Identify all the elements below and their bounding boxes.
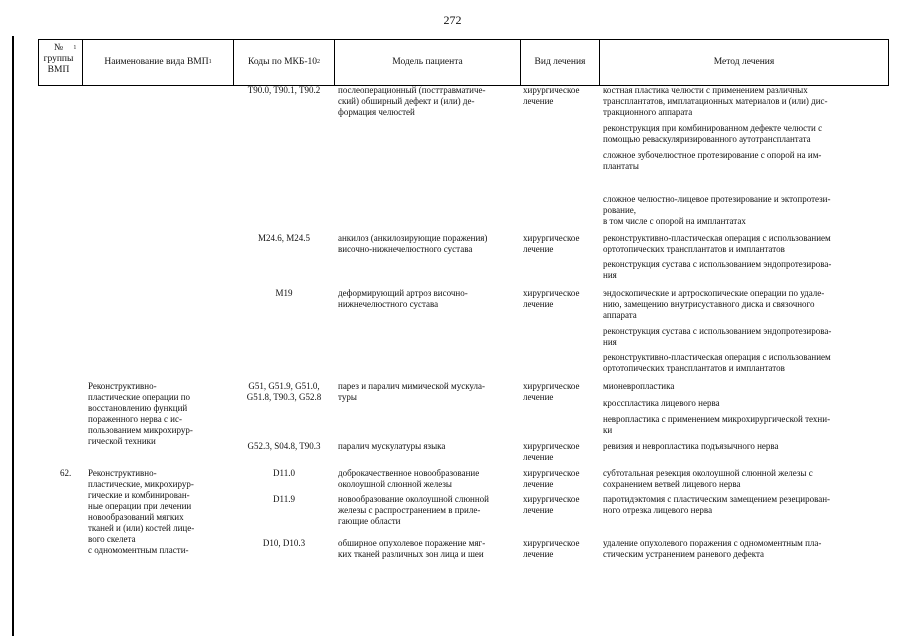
cell-method: субтотальная резекция околоушной слюнной железы с сохранением ветвей лицевого нерва: [603, 468, 813, 489]
cell-method: сложное челюстно-лицевое протезирование и эктопротези- рование, в том числе с опорой на имплантатах: [603, 194, 831, 226]
cell-treatment: хирургическое лечение: [523, 468, 580, 489]
header-model: Модель пациента: [392, 57, 463, 67]
cell-method: сложное зубочелюстное протезирование с опорой на им- плантаты: [603, 150, 822, 171]
cell-code: G52.3, S04.8, T90.3: [247, 441, 321, 451]
cell-code: M19: [275, 288, 293, 298]
cell-method: реконструкция при комбинированном дефекте челюсти с помощью реваскуляризированного аутотрансплантата: [603, 123, 823, 144]
cell-model: парез и паралич мимической мускула- туры: [338, 381, 486, 402]
header-treatment: Вид лечения: [534, 57, 586, 67]
cell-method: реконструкция сустава с использованием эндопротезирова- ния: [603, 259, 832, 280]
cell-group-number: 62.: [60, 468, 72, 478]
cell-method: паротидэктомия с пластическим замещением резецирован- ного отрезка лицевого нерва: [603, 494, 831, 515]
cell-method: мионевропластика: [603, 381, 675, 391]
page-number: 272: [443, 13, 462, 27]
cell-code: D11.0: [273, 468, 295, 478]
cell-code: D10, D10.3: [262, 538, 306, 548]
header-codes: Коды по МКБ-10 2: [247, 57, 321, 67]
cell-method: ревизия и невропластика подъязычного нерва: [603, 441, 779, 451]
cell-model: доброкачественное новообразование околоушной слюнной железы: [338, 468, 480, 489]
cell-method: кросспластика лицевого нерва: [603, 398, 720, 408]
cell-method: костная пластика челюсти с применением различных трансплантатов, имплатационных материалов и (или) дис- тракционного аппарата: [603, 85, 828, 117]
cell-code: G51, G51.9, G51.0, G51.8, T90.3, G52.8: [246, 381, 322, 402]
cell-treatment: хирургическое лечение: [523, 494, 580, 515]
page-left-edge: [12, 36, 14, 636]
cell-model: новообразование околоушной слюнной железы с распространением в приле- гающие области: [338, 494, 490, 526]
cell-method: удаление опухолевого поражения с одномоментным пла- стическим устранением раневого дефекта: [603, 538, 822, 559]
cell-treatment: хирургическое лечение: [523, 381, 580, 402]
table-header: [38, 39, 889, 86]
cell-code: T90.0, T90.1, T90.2: [247, 85, 321, 95]
cell-code: D11.9: [273, 494, 295, 504]
cell-treatment: хирургическое лечение: [523, 538, 580, 559]
header-group: № группы ВМП $^1$: [43, 43, 77, 75]
cell-method: реконструкция сустава с использованием эндопротезирова- ния: [603, 326, 832, 347]
cell-method: реконструктивно-пластическая операция с использованием ортотопических трансплантатов и имплантатов: [603, 352, 831, 373]
cell-name: Реконструктивно- пластические операции по восстановлению функций пораженного нерва с ис- пользованием микрохирур- гической техники: [88, 381, 193, 446]
cell-treatment: хирургическое лечение: [523, 233, 580, 254]
cell-model: послеоперационный (посттравматиче- ский) обширный дефект и (или) де- формация челюстей: [338, 85, 486, 117]
header-divider: [888, 40, 889, 85]
cell-treatment: хирургическое лечение: [523, 441, 580, 462]
cell-model: обширное опухолевое поражение мяг- ких тканей различных зон лица и шеи: [338, 538, 486, 559]
header-method: Метод лечения: [713, 57, 775, 67]
cell-treatment: хирургическое лечение: [523, 85, 580, 106]
cell-model: деформирующий артроз височно- нижнечелюстного сустава: [338, 288, 468, 309]
cell-code: M24.6, M24.5: [257, 233, 310, 243]
header-name: Наименование вида ВМП 1: [104, 57, 212, 67]
cell-treatment: хирургическое лечение: [523, 288, 580, 309]
cell-method: эндоскопические и артроскопические операции по удале- нию, замещению внутрисуставного диска и связочного аппарата: [603, 288, 825, 320]
cell-model: паралич мускулатуры языка: [338, 441, 446, 451]
cell-method: реконструктивно-пластическая операция с использованием ортотопических трансплантатов и имплантатов: [603, 233, 831, 254]
cell-model: анкилоз (анкилозирующие поражения) височно-нижнечелюстного сустава: [338, 233, 488, 254]
cell-method: невропластика с применением микрохирургической техни- ки: [603, 414, 831, 435]
cell-name: Реконструктивно- пластические, микрохирур- гические и комбинирован- ные операции при лечении новообразований мягких тканей и (или) костей лице- вого скелета с одномоментным пласти-: [88, 468, 195, 555]
